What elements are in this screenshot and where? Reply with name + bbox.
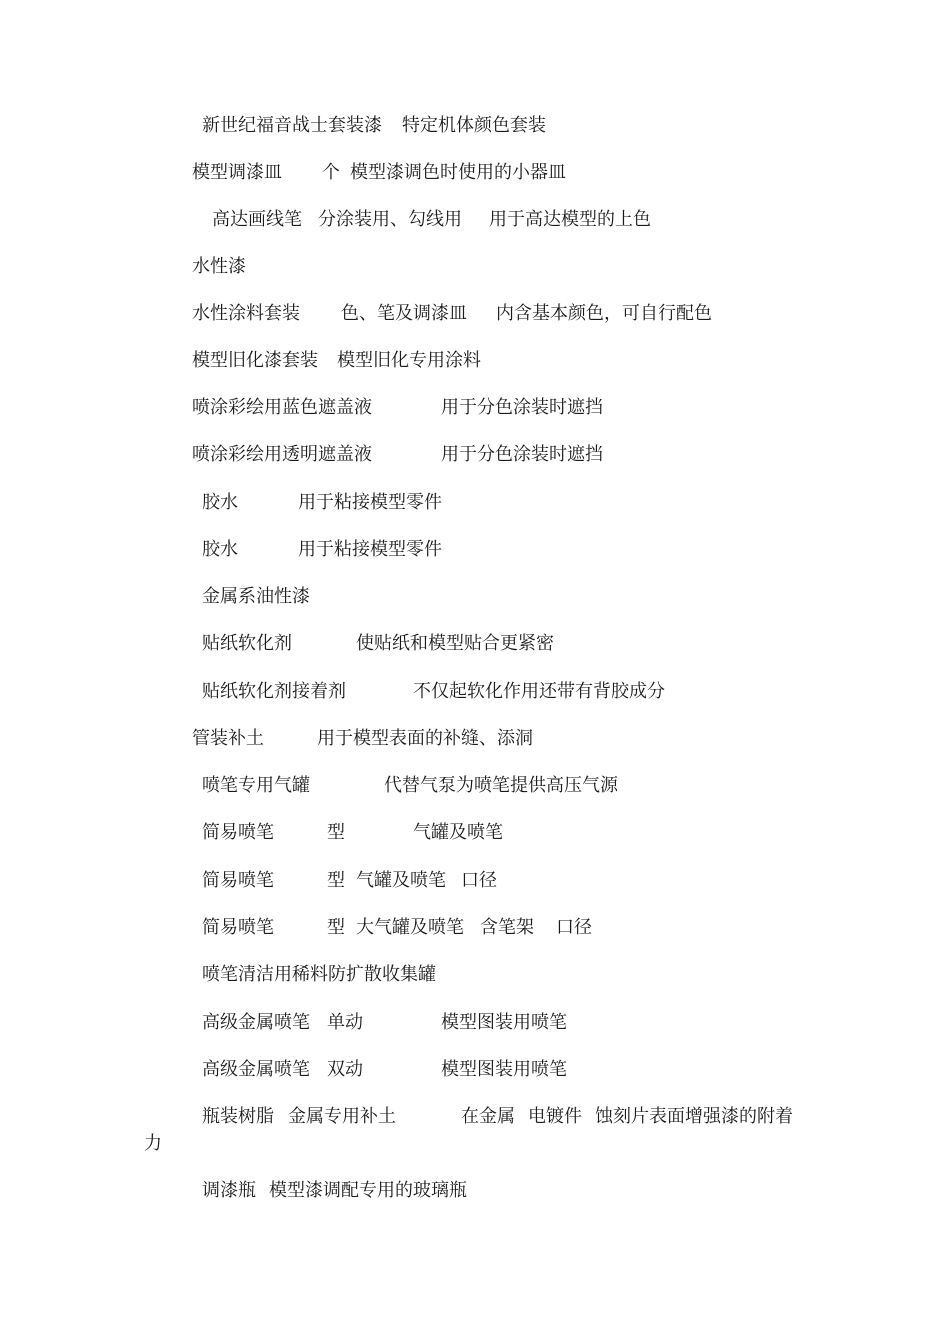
item-type: 型 [327,917,345,938]
item-description: 用于高达模型的上色 [489,209,651,230]
item-description: 气罐及喷笔 [413,822,503,843]
item-name: 金属系油性漆 [202,586,310,607]
item-spec: 分涂装用、勾线用 [318,209,462,230]
item-description: 蚀刻片表面增强漆的附着 [595,1106,793,1127]
item-description: 模型旧化专用涂料 [337,350,481,371]
item-name: 胶水 [202,539,238,560]
item-description: 模型漆调色时使用的小器皿 [350,162,566,183]
item-description: 在金属 [461,1106,515,1127]
item-spec: 口径 [556,917,592,938]
item-name: 瓶装树脂 [202,1106,274,1127]
item-name: 新世纪福音战士套装漆 [202,115,382,136]
item-description: 使贴纸和模型贴合更紧密 [356,633,554,654]
item-name: 管装补土 [192,728,264,749]
item-description: 大气罐及喷笔 [356,917,464,938]
item-name: 喷笔清洁用稀料防扩散收集罐 [202,964,436,985]
item-type: 型 [327,870,345,891]
item-type: 单动 [327,1012,363,1033]
item-name: 水性涂料套装 [192,303,300,324]
item-description: 用于粘接模型零件 [298,492,442,513]
item-name: 调漆瓶 [202,1180,256,1201]
item-type: 金属专用补土 [288,1106,396,1127]
item-name: 高达画线笔 [212,209,302,230]
item-type: 双动 [327,1059,363,1080]
item-name: 喷涂彩绘用透明遮盖液 [192,444,372,465]
item-description: 用于粘接模型零件 [298,539,442,560]
item-name: 贴纸软化剂接着剂 [202,681,346,702]
item-description: 模型漆调配专用的玻璃瓶 [269,1180,467,1201]
item-description: 特定机体颜色套装 [402,115,546,136]
item-name: 胶水 [202,492,238,513]
item-name: 喷涂彩绘用蓝色遮盖液 [192,397,372,418]
item-name: 贴纸软化剂 [202,633,292,654]
item-description: 用于模型表面的补缝、添洞 [317,728,533,749]
item-description: 代替气泵为喷笔提供高压气源 [384,775,618,796]
item-accessory: 含笔架 [480,917,534,938]
section-heading: 水性漆 [192,256,246,277]
item-name: 高级金属喷笔 [202,1059,310,1080]
item-spec: 色、笔及调漆皿 [341,303,467,324]
item-description: 电镀件 [528,1106,582,1127]
item-description: 模型图装用喷笔 [441,1059,567,1080]
item-name: 喷笔专用气罐 [202,775,310,796]
item-quantity: 个 [322,162,340,183]
item-spec: 口径 [461,870,497,891]
item-description: 内含基本颜色，可自行配色 [496,303,712,324]
item-description-continued: 力 [144,1133,162,1154]
item-type: 型 [327,822,345,843]
text-line [0,1179,467,1275]
item-description: 用于分色涂装时遮挡 [441,444,603,465]
item-name: 模型调漆皿 [192,162,282,183]
item-description: 用于分色涂装时遮挡 [441,397,603,418]
item-name: 模型旧化漆套装 [192,350,318,371]
item-description: 气罐及喷笔 [356,870,446,891]
item-name: 简易喷笔 [202,822,274,843]
item-description: 模型图装用喷笔 [441,1012,567,1033]
item-name: 简易喷笔 [202,917,274,938]
item-description: 不仅起软化作用还带有背胶成分 [413,681,665,702]
item-name: 高级金属喷笔 [202,1012,310,1033]
item-name: 简易喷笔 [202,870,274,891]
